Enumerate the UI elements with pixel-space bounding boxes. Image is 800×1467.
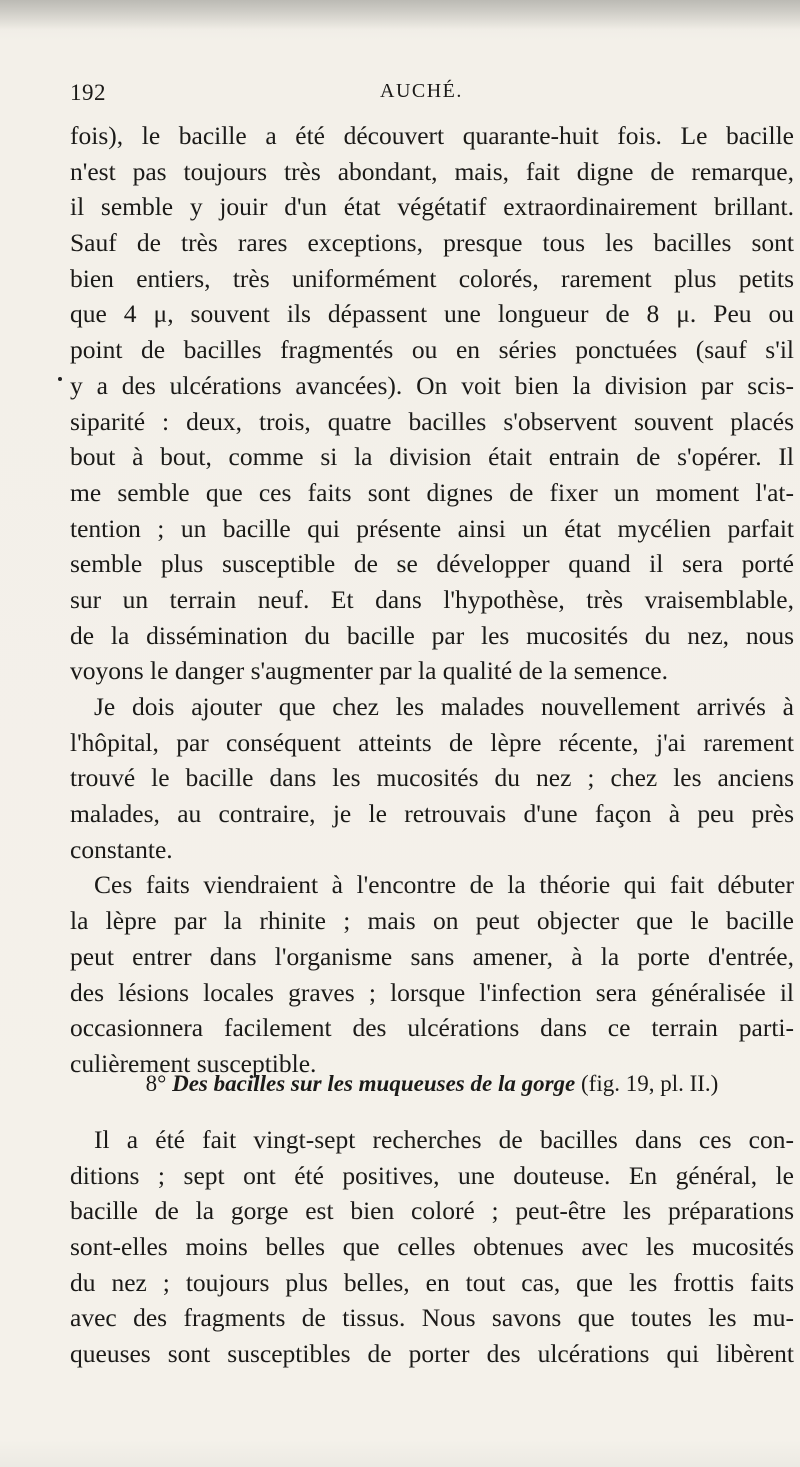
- section-number: 8°: [145, 1071, 167, 1096]
- text-line: Je dois ajouter que chez les malades nouvellement arrivés à: [94, 692, 794, 721]
- text-line: point de bacilles fragmentés ou en séries ponctuées (sauf s'il: [70, 335, 794, 365]
- page-header: [70, 80, 790, 110]
- text-line: y a des ulcérations avancées). On voit bien la division par scis-: [70, 370, 794, 400]
- text-line: il semble y jouir d'un état végétatif extraordinairement brillant.: [70, 192, 794, 222]
- text-line: l'hôpital, par conséquent atteints de lèpre récente, j'ai rarement: [70, 727, 794, 757]
- text-line: des lésions locales graves ; lorsque l'infection sera généralisée il: [70, 977, 794, 1007]
- section-text: [70, 1122, 794, 1372]
- text-line: Il a été fait vingt-sept recherches de bacilles dans ces con-: [94, 1125, 794, 1154]
- text-line: de la dissémination du bacille par les mucosités du nez, nous: [70, 620, 794, 650]
- text-line: fois), le bacille a été découvert quarante-huit fois. Le bacille: [70, 121, 794, 150]
- text-line: sont-elles moins belles que celles obtenues avec les mucosités: [70, 1232, 794, 1262]
- text-line: la lèpre par la rhinite ; mais on peut objecter que le bacille: [70, 906, 794, 936]
- text-line: peut entrer dans l'organisme sans amener, à la porte d'entrée,: [70, 941, 794, 971]
- text-line: tention ; un bacille qui présente ainsi un état mycélien parfait: [70, 513, 794, 543]
- text-line: que 4 μ, souvent ils dépassent une longueur de 8 μ. Peu ou: [70, 299, 794, 329]
- text-line: Sauf de très rares exceptions, presque tous les bacilles sont: [70, 228, 794, 258]
- text-line: semble plus susceptible de se développer quand il sera porté: [70, 549, 794, 579]
- scan-shadow: [0, 0, 800, 30]
- page-number: 192: [70, 80, 106, 105]
- text-line: me semble que ces faits sont dignes de fixer un moment l'at-: [70, 477, 794, 507]
- running-head: AUCHÉ.: [380, 80, 463, 102]
- text-line: ditions ; sept ont été positives, une douteuse. En général, le: [70, 1160, 794, 1190]
- text-line: n'est pas toujours très abondant, mais, fait digne de remarque,: [70, 156, 794, 186]
- text-line: siparité : deux, trois, quatre bacilles s'observent souvent placés: [70, 406, 794, 436]
- text-line: culièrement susceptible.: [70, 1048, 317, 1078]
- section-title: Des bacilles sur les muqueuses de la gorge: [172, 1071, 576, 1096]
- text-line: Ces faits viendraient à l'encontre de la théorie qui fait débuter: [94, 870, 794, 900]
- text-line: bien entiers, très uniformément colorés, rarement plus petits: [70, 263, 794, 293]
- text-line: bout à bout, comme si la division était entrain de s'opérer. Il: [70, 442, 794, 472]
- text-line: trouvé le bacille dans les mucosités du nez ; chez les anciens: [70, 763, 794, 793]
- text-line: constante.: [70, 834, 173, 864]
- section-heading: [70, 1066, 794, 1102]
- text-line: queuses sont susceptibles de porter des ulcérations qui libèrent: [70, 1339, 794, 1369]
- margin-mark: [58, 377, 62, 381]
- text-line: occasionnera facilement des ulcérations dans ce terrain parti-: [70, 1013, 794, 1043]
- text-line: avec des fragments de tissus. Nous savons que toutes les mu-: [70, 1303, 794, 1333]
- text-line: malades, au contraire, je le retrouvais d'une façon à peu près: [70, 799, 794, 829]
- main-text: [70, 118, 794, 1082]
- text-line: bacille de la gorge est bien coloré ; peut-être les préparations: [70, 1196, 794, 1226]
- text-line: du nez ; toujours plus belles, en tout cas, que les frottis faits: [70, 1267, 794, 1297]
- text-line: sur un terrain neuf. Et dans l'hypothèse, très vraisemblable,: [70, 584, 794, 614]
- figure-reference: (fig. 19, pl. II.): [581, 1071, 719, 1096]
- text-line: voyons le danger s'augmenter par la qualité de la semence.: [70, 656, 668, 686]
